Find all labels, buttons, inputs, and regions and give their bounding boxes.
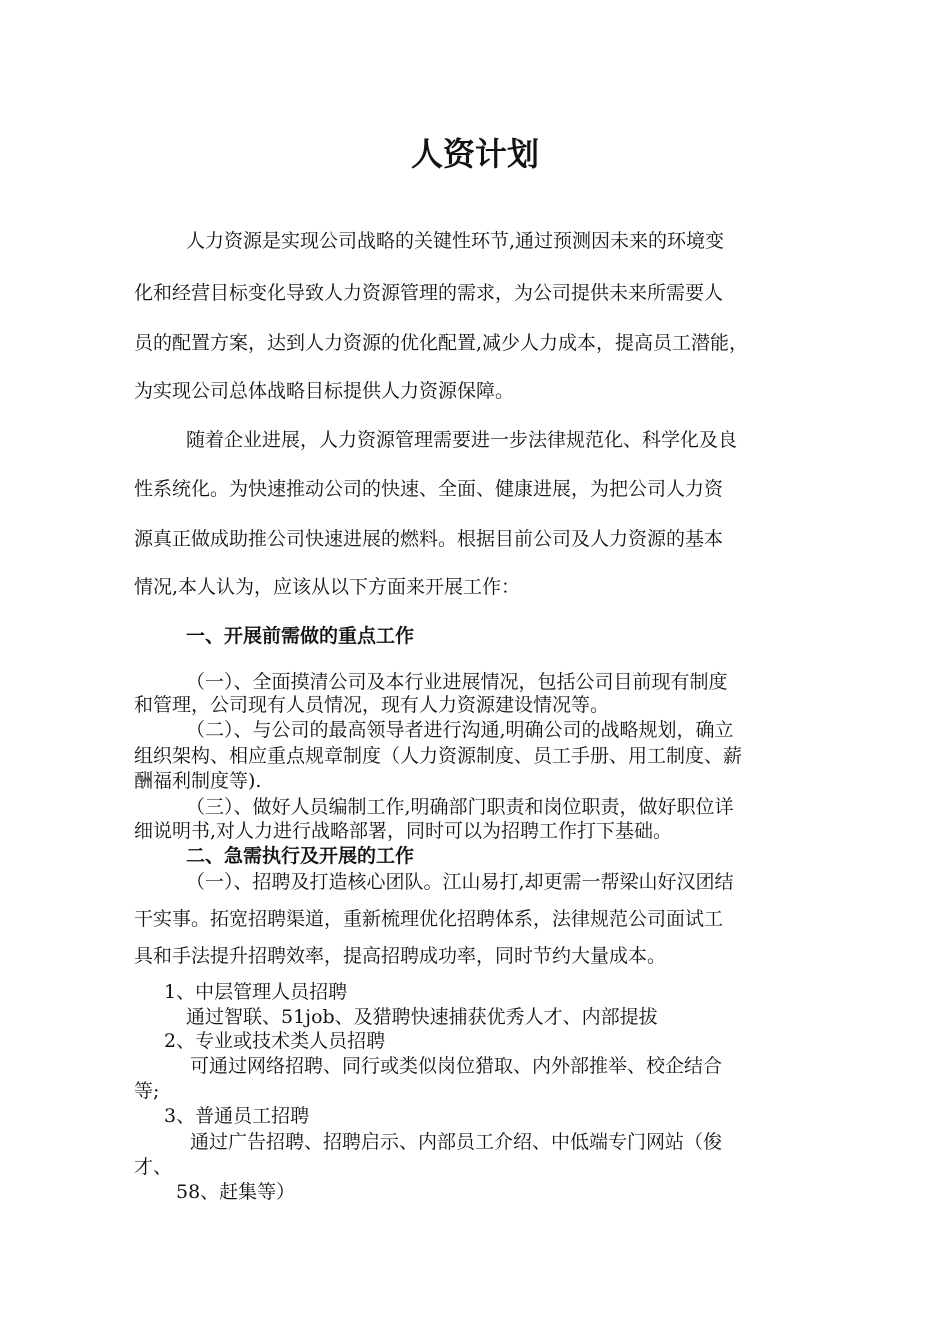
intro-line: 员的配置方案，达到人力资源的优化配置,减少人力成本，提高员工潜能， [134,332,749,354]
section-item-line: 组织架构、相应重点规章制度（人力资源制度、员工手册、用工制度、薪 [134,745,743,767]
section-item-line: 细说明书,对人力进行战略部署，同时可以为招聘工作打下基础。 [134,820,673,842]
subsection-text: 通过广告招聘、招聘启示、内部员工介绍、中低端专门网站（俊 [190,1131,723,1153]
section-item-line: （三）、做好人员编制工作,明确部门职责和岗位职责，做好职位详 [186,796,734,818]
subsection-text: 才、 [134,1156,173,1178]
document-title: 人资计划 [410,135,539,173]
subsection-text: 通过智联、51job、及猎聘快速捕获优秀人才、内部提拔 [186,1006,658,1028]
section-item-line: 酬福利制度等). [134,770,262,792]
subsection-text: 等; [134,1080,160,1102]
section-heading: 二、急需执行及开展的工作 [186,845,415,867]
paragraph-line: 情况,本人认为，应该从以下方面来开展工作： [134,576,521,598]
section-heading: 一、开展前需做的重点工作 [186,625,415,647]
subsection-title: 1、中层管理人员招聘 [164,981,348,1003]
section-item-line: 具和手法提升招聘效率，提高招聘成功率，同时节约大量成本。 [134,945,667,967]
paragraph-line: 随着企业进展，人力资源管理需要进一步法律规范化、科学化及良 [186,429,738,451]
section-item-line: （二）、与公司的最高领导者进行沟通,明确公司的战略规划，确立 [186,719,734,741]
intro-line: 为实现公司总体战略目标提供人力资源保障。 [134,380,515,402]
paragraph-line: 性系统化。为快速推动公司的快速、全面、健康进展，为把公司人力资 [134,478,724,500]
section-item-line: （一）、全面摸清公司及本行业进展情况，包括公司目前现有制度 [186,671,728,693]
section-item-line: 和管理，公司现有人员情况，现有人力资源建设情况等。 [134,694,610,716]
section-item-line: 干实事。拓宽招聘渠道，重新梳理优化招聘体系，法律规范公司面试工 [134,908,724,930]
paragraph-line: 源真正做成助推公司快速进展的燃料。根据目前公司及人力资源的基本 [134,528,724,550]
subsection-title: 2、专业或技术类人员招聘 [164,1030,386,1052]
subsection-title: 3、普通员工招聘 [164,1105,310,1127]
section-item-line: （一）、招聘及打造核心团队。江山易打,却更需一帮梁山好汉团结 [186,871,734,893]
intro-line: 化和经营目标变化导致人力资源管理的需求，为公司提供未来所需要人 [134,282,724,304]
subsection-text: 58、赶集等） [176,1181,296,1203]
subsection-text: 可通过网络招聘、同行或类似岗位猎取、内外部推举、校企结合 [190,1055,723,1077]
intro-line: 人力资源是实现公司战略的关键性环节,通过预测因未来的环境变 [186,230,725,252]
